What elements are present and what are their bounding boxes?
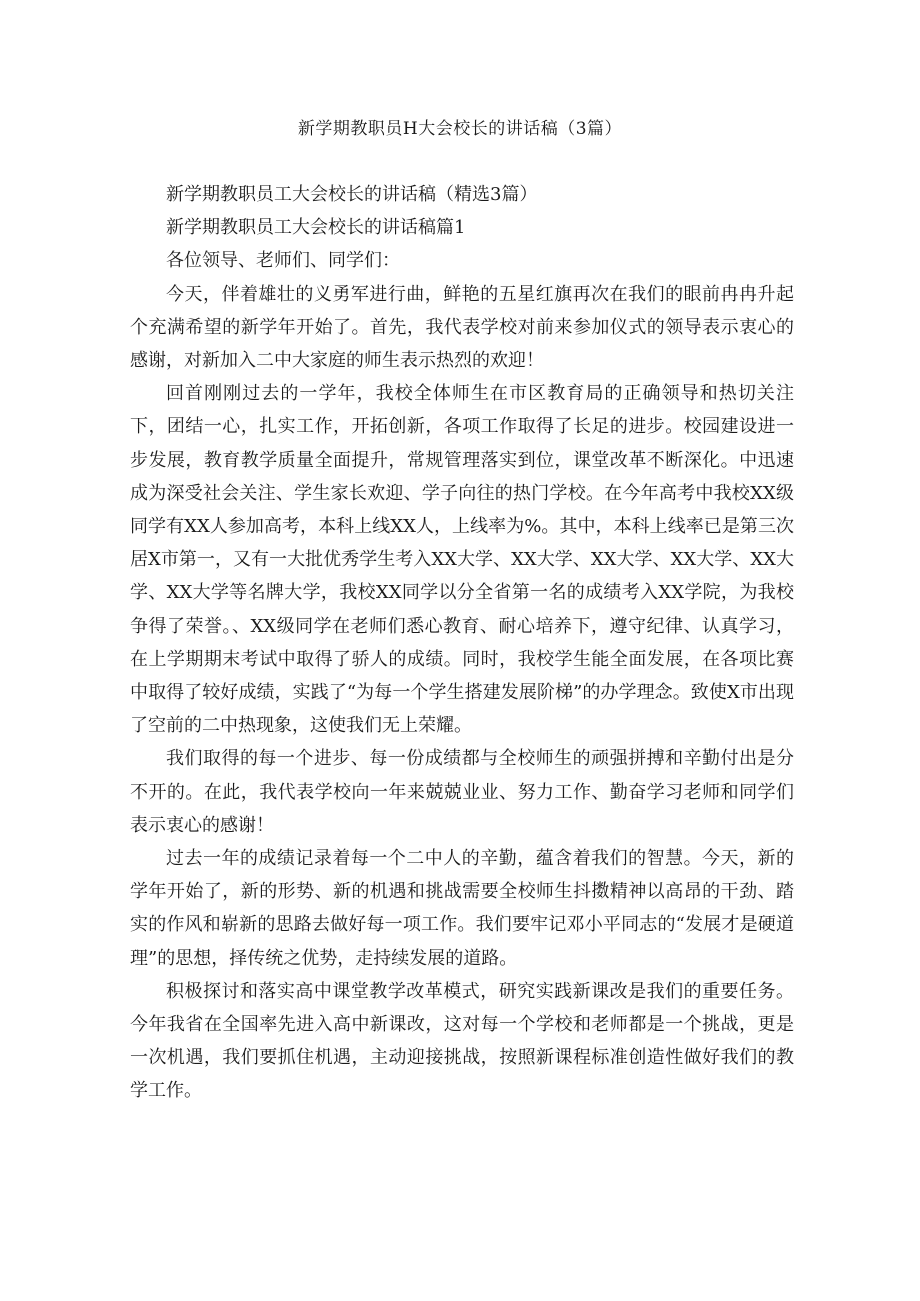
document-body	[130, 178, 794, 1108]
paragraph-section-heading: 新学期教职员工大会校长的讲话稿篇1	[166, 217, 466, 239]
paragraph-salutation: 各位领导、老师们、同学们：	[166, 250, 400, 272]
document-title: 新学期教职员H大会校长的讲话稿（3篇）	[297, 119, 623, 139]
paragraph-opening: 今天，伴着雄壮的义勇军进行曲，鲜艳的五星红旗再次在我们的眼前冉冉升起个充满希望的新学年开始了。首先，我代表学校对前来参加仪式的领导表示衷心的感谢，对新加入二中大家庭的师生表示热烈的欢迎！	[130, 283, 794, 372]
paragraph-review: 回首刚刚过去的一学年，我校全体师生在市区教育局的正确领导和热切关注下，团结一心，扎实工作，开拓创新，各项工作取得了长足的进步。校园建设进一步发展，教育教学质量全面提升，常规管理落实到位，课堂改革不断深化。中迅速成为深受社会关注、学生家长欢迎、学子向往的热门学校。在今年高考中我校XX级同学有XX人参加高考，本科上线XX人，上线率为%。其中，本科上线率已是第三次居X市第一，又有一大批优秀学生考入XX大学、XX大学、XX大学、XX大学、XX大学、XX大学等名牌大学，我校XX同学以分全省第一名的成绩考入XX学院，为我校争得了荣誉。、XX级同学在老师们悉心教育、耐心培养下，遵守纪律、认真学习，在上学期期末考试中取得了骄人的成绩。同时，我校学生能全面发展，在各项比赛中取得了较好成绩，实践了“为每一个学生搭建发展阶梯”的办学理念。致使X市出现了空前的二中热现象，这使我们无上荣耀。	[130, 383, 794, 737]
paragraph-thanks: 我们取得的每一个进步、每一份成绩都与全校师生的顽强拼搏和辛勤付出是分不开的。在此，我代表学校向一年来兢兢业业、努力工作、勤奋学习老师和同学们表示衷心的感谢！	[130, 748, 794, 836]
paragraph-subtitle: 新学期教职员工大会校长的讲话稿（精选3篇）	[166, 184, 538, 205]
paragraph-new-year: 过去一年的成绩记录着每一个二中人的辛勤，蕴含着我们的智慧。今天，新的学年开始了，新的形势、新的机遇和挑战需要全校师生抖擞精神以高昂的干劲、踏实的作风和崭新的思路去做好每一项工作。我们要牢记邓小平同志的“发展才是硬道理”的思想，择传统之优势，走持续发展的道路。	[130, 848, 794, 969]
paragraph-reform: 积极探讨和落实高中课堂教学改革模式，研究实践新课改是我们的重要任务。今年我省在全国率先进入高中新课改，这对每一个学校和老师都是一个挑战，更是一次机遇，我们要抓住机遇，主动迎接挑战，按照新课程标准创造性做好我们的教学工作。	[130, 980, 794, 1102]
